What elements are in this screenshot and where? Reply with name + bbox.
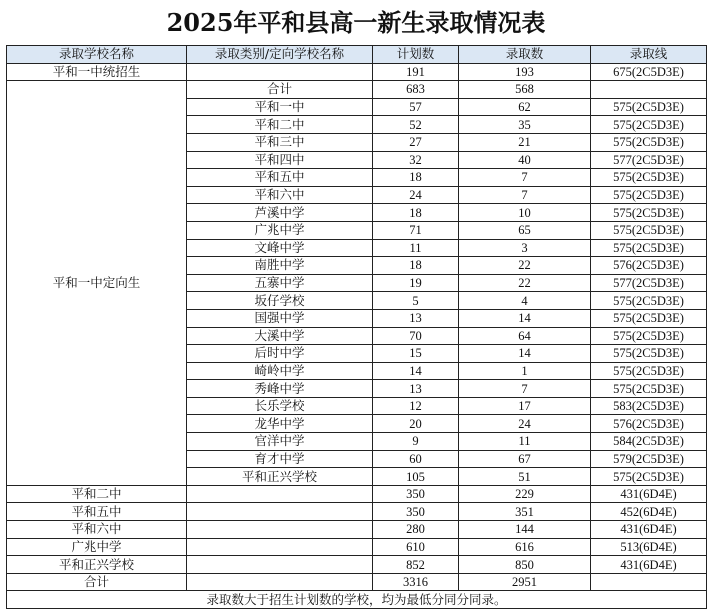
admitted-cell: 850 [459,556,591,574]
admitted-cell: 4 [459,292,591,310]
table-row [7,556,707,574]
school-cell: 合计 [7,573,187,591]
table-row [7,521,707,539]
plan-cell: 610 [373,538,459,556]
category-cell: 国强中学 [187,309,373,327]
line-cell: 584(2C5D3E) [591,433,707,451]
line-cell: 452(6D4E) [591,503,707,521]
category-cell [187,521,373,539]
admitted-cell: 2951 [459,573,591,591]
line-cell: 575(2C5D3E) [591,186,707,204]
category-cell: 平和六中 [187,186,373,204]
admitted-cell: 62 [459,98,591,116]
admitted-cell: 17 [459,397,591,415]
plan-cell: 13 [373,309,459,327]
category-cell [187,573,373,591]
line-cell [591,573,707,591]
table-row-note [7,591,707,609]
category-cell [187,485,373,503]
admitted-cell: 14 [459,345,591,363]
category-cell: 崎岭中学 [187,362,373,380]
line-cell: 575(2C5D3E) [591,468,707,486]
admitted-cell: 14 [459,309,591,327]
plan-cell: 14 [373,362,459,380]
plan-cell: 32 [373,151,459,169]
category-cell: 平和三中 [187,133,373,151]
category-cell [187,63,373,81]
category-cell: 平和四中 [187,151,373,169]
school-cell: 平和正兴学校 [7,556,187,574]
school-cell: 平和二中 [7,485,187,503]
line-cell: 575(2C5D3E) [591,292,707,310]
admitted-cell: 1 [459,362,591,380]
plan-cell: 852 [373,556,459,574]
line-cell: 575(2C5D3E) [591,116,707,134]
plan-cell: 57 [373,98,459,116]
category-cell: 南胜中学 [187,257,373,275]
category-cell: 育才中学 [187,450,373,468]
school-cell: 平和五中 [7,503,187,521]
plan-cell: 20 [373,415,459,433]
header-school: 录取学校名称 [7,46,187,64]
line-cell: 575(2C5D3E) [591,345,707,363]
admitted-cell: 40 [459,151,591,169]
admitted-cell: 21 [459,133,591,151]
table-row-directed-subtotal [7,81,707,99]
admitted-cell: 193 [459,63,591,81]
table-row [7,538,707,556]
admitted-cell: 35 [459,116,591,134]
category-cell [187,538,373,556]
line-cell: 575(2C5D3E) [591,204,707,222]
plan-cell: 350 [373,503,459,521]
plan-cell: 60 [373,450,459,468]
table-row-total [7,573,707,591]
admitted-cell: 22 [459,274,591,292]
category-cell: 官洋中学 [187,433,373,451]
line-cell: 575(2C5D3E) [591,309,707,327]
line-cell: 577(2C5D3E) [591,274,707,292]
admission-table [6,45,707,609]
table-row [7,485,707,503]
admitted-cell: 7 [459,380,591,398]
header-admitted: 录取数 [459,46,591,64]
category-cell: 平和正兴学校 [187,468,373,486]
table-row-unified [7,63,707,81]
admitted-cell: 11 [459,433,591,451]
plan-cell: 27 [373,133,459,151]
plan-cell: 71 [373,221,459,239]
category-cell: 长乐学校 [187,397,373,415]
line-cell: 513(6D4E) [591,538,707,556]
header-line: 录取线 [591,46,707,64]
school-cell: 平和一中统招生 [7,63,187,81]
admitted-cell: 65 [459,221,591,239]
category-cell: 平和二中 [187,116,373,134]
admitted-cell: 24 [459,415,591,433]
category-cell [187,503,373,521]
line-cell: 431(6D4E) [591,556,707,574]
category-cell: 广兆中学 [187,221,373,239]
admitted-cell: 51 [459,468,591,486]
category-cell: 龙华中学 [187,415,373,433]
category-cell: 坂仔学校 [187,292,373,310]
footnote: 录取数大于招生计划数的学校，均为最低分同分同录。 [7,591,707,609]
line-cell: 575(2C5D3E) [591,362,707,380]
line-cell [591,81,707,99]
line-cell: 576(2C5D3E) [591,415,707,433]
plan-cell: 18 [373,257,459,275]
line-cell: 576(2C5D3E) [591,257,707,275]
category-cell: 芦溪中学 [187,204,373,222]
line-cell: 575(2C5D3E) [591,380,707,398]
plan-cell: 350 [373,485,459,503]
plan-cell: 280 [373,521,459,539]
admitted-cell: 22 [459,257,591,275]
line-cell: 575(2C5D3E) [591,133,707,151]
plan-cell: 24 [373,186,459,204]
header-category: 录取类别/定向学校名称 [187,46,373,64]
category-cell: 平和一中 [187,98,373,116]
plan-cell: 3316 [373,573,459,591]
school-cell-directed: 平和一中定向生 [7,81,187,486]
category-cell: 合计 [187,81,373,99]
line-cell: 575(2C5D3E) [591,239,707,257]
line-cell: 431(6D4E) [591,521,707,539]
category-cell: 五寨中学 [187,274,373,292]
school-cell: 广兆中学 [7,538,187,556]
admitted-cell: 351 [459,503,591,521]
category-cell: 后时中学 [187,345,373,363]
admitted-cell: 568 [459,81,591,99]
admitted-cell: 67 [459,450,591,468]
plan-cell: 52 [373,116,459,134]
plan-cell: 15 [373,345,459,363]
plan-cell: 11 [373,239,459,257]
line-cell: 575(2C5D3E) [591,221,707,239]
line-cell: 575(2C5D3E) [591,98,707,116]
plan-cell: 12 [373,397,459,415]
line-cell: 583(2C5D3E) [591,397,707,415]
school-cell: 平和六中 [7,521,187,539]
admitted-cell: 7 [459,186,591,204]
table-row [7,503,707,521]
admitted-cell: 616 [459,538,591,556]
line-cell: 575(2C5D3E) [591,327,707,345]
category-cell: 文峰中学 [187,239,373,257]
header-plan: 计划数 [373,46,459,64]
line-cell: 575(2C5D3E) [591,169,707,187]
plan-cell: 105 [373,468,459,486]
plan-cell: 19 [373,274,459,292]
plan-cell: 9 [373,433,459,451]
plan-cell: 18 [373,169,459,187]
line-cell: 431(6D4E) [591,485,707,503]
line-cell: 577(2C5D3E) [591,151,707,169]
line-cell: 675(2C5D3E) [591,63,707,81]
admitted-cell: 64 [459,327,591,345]
category-cell [187,556,373,574]
admitted-cell: 229 [459,485,591,503]
admitted-cell: 3 [459,239,591,257]
category-cell: 秀峰中学 [187,380,373,398]
plan-cell: 683 [373,81,459,99]
admitted-cell: 10 [459,204,591,222]
admitted-cell: 7 [459,169,591,187]
line-cell: 579(2C5D3E) [591,450,707,468]
header-row [7,46,707,64]
plan-cell: 5 [373,292,459,310]
category-cell: 平和五中 [187,169,373,187]
admitted-cell: 144 [459,521,591,539]
plan-cell: 18 [373,204,459,222]
page-title: 2025年平和县高一新生录取情况表 [166,8,546,37]
plan-cell: 70 [373,327,459,345]
plan-cell: 191 [373,63,459,81]
category-cell: 大溪中学 [187,327,373,345]
plan-cell: 13 [373,380,459,398]
